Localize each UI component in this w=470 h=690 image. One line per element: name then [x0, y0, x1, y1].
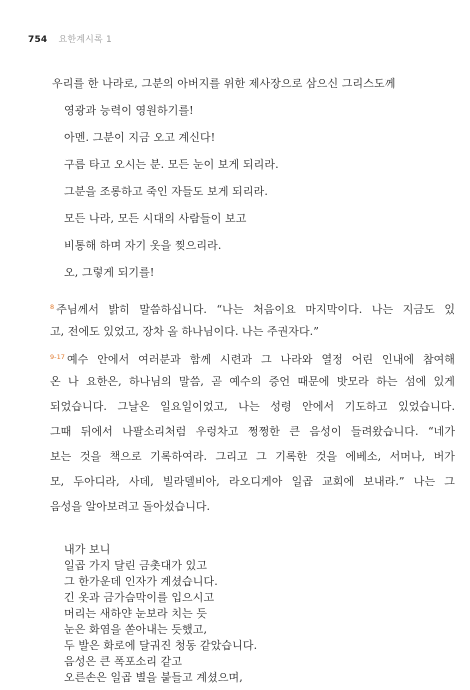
poem-line: 긴 옷과 금가슴막이를 입으시고: [64, 591, 215, 604]
verse-9-line: 온 나 요한은, 하나님의 말씀, 곧 예수의 증언 때문에 밧모라 하는 섬에 있게: [50, 375, 455, 388]
page-number: 754: [28, 35, 48, 45]
poem-line: 모든 나라, 모든 시대의 사람들이 보고: [64, 212, 247, 225]
verse-number: 8: [50, 303, 55, 311]
poem-line: 내가 보니: [64, 543, 111, 556]
verse-9-line: 그때 뒤에서 나팔소리처럼 우렁차고 쩡쩡한 큰 음성이 들려왔습니다. “네가: [50, 425, 455, 438]
poem-line: 머리는 새하얀 눈보라 치는 듯: [64, 607, 208, 620]
poem-line: 비통해 하며 자기 옷을 찢으리라.: [64, 239, 222, 252]
verse-9-line: 음성을 알아보려고 돌아섰습니다.: [50, 500, 211, 513]
poem-line: 우리를 한 나라로, 그분의 아버지를 위한 제사장으로 삼으신 그리스도께: [52, 77, 396, 90]
poem-line: 그분을 조롱하고 죽인 자들도 보게 되리라.: [64, 185, 268, 198]
poem-line: 오, 그렇게 되기를!: [64, 266, 155, 279]
verse-number: 9-17: [50, 353, 65, 361]
poem-line: 일곱 가지 달린 금촛대가 있고: [64, 559, 208, 572]
running-head: 요한계시록 1: [58, 35, 112, 45]
verse-8-line: 고, 전에도 있었고, 장차 올 하나님이다. 나는 주권자다.”: [50, 325, 319, 338]
verse-9-line: 되었습니다. 그날은 일요일이었고, 나는 성령 안에서 기도하고 있었습니다.: [50, 400, 455, 413]
verse-9-line: 모, 두아디라, 사데, 빌라델비아, 라오디게아 일곱 교회에 보내라.” 나는 그: [50, 475, 455, 488]
poem-line: 두 발은 화로에 달궈진 청동 같았습니다.: [64, 639, 258, 652]
poem-line: 그 한가운데 인자가 계셨습니다.: [64, 575, 218, 588]
poem-line: 구름 타고 오시는 분. 모든 눈이 보게 되리라.: [64, 158, 279, 171]
page-header: [28, 32, 112, 45]
poem-line: 아멘. 그분이 지금 오고 계신다!: [64, 131, 216, 144]
poem-line: 영광과 능력이 영원하기를!: [64, 104, 194, 117]
verse-9-line: 보는 것을 책으로 기록하여라. 그리고 그 기록한 것을 에베소, 서머나, 버가: [50, 450, 455, 463]
poem-line: 음성은 큰 폭포소리 같고: [64, 655, 183, 668]
poem-line: 눈은 화염을 쏟아내는 듯했고,: [64, 623, 208, 636]
verse-8-line: $^8$ 주님께서 밝히 말씀하십니다. “나는 처음이요 마지막이다. 나는 지금도 있: [50, 303, 455, 316]
verse-9-line: $^{9-17}$ 예수 안에서 여러분과 함께 시련과 그 나라와 열정 어린 인내에 참여해: [50, 353, 455, 366]
poem-line: 오른손은 일곱 별을 붙들고 계셨으며,: [64, 671, 243, 684]
